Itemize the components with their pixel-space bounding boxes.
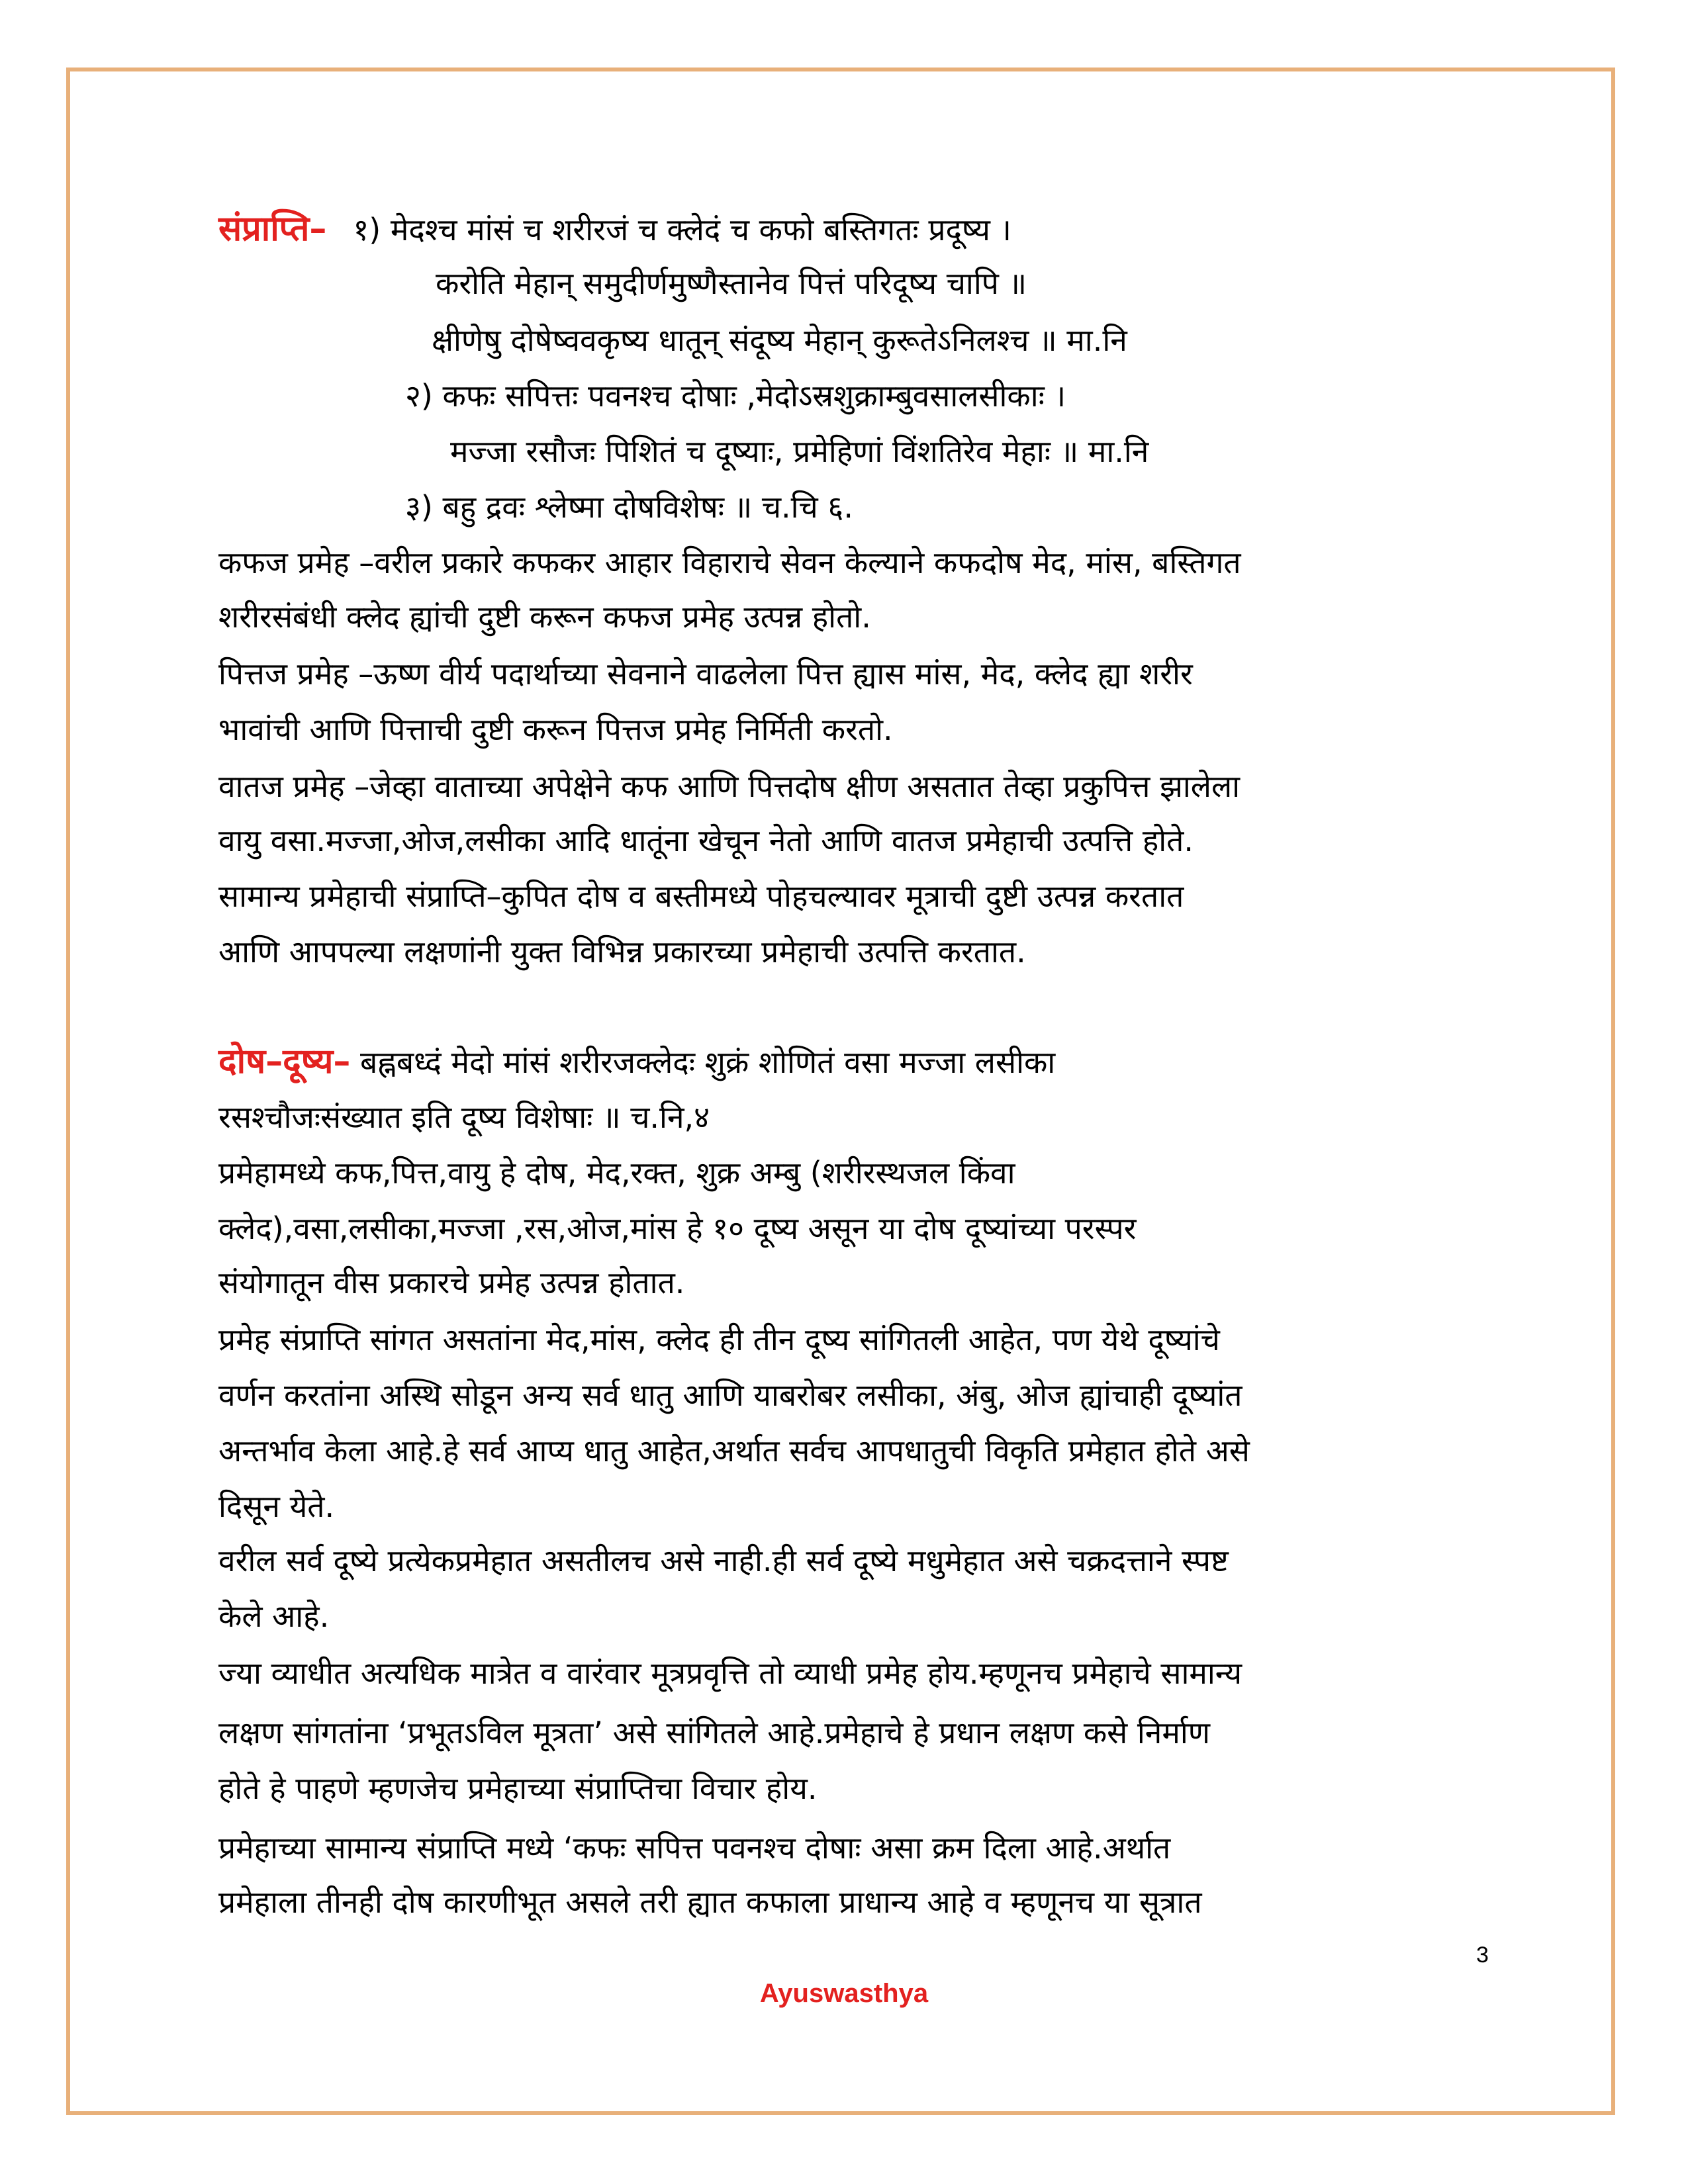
paragraph-line: प्रमेह संप्राप्ति सांगत असतांना मेद,मांस, क्लेद ही तीन दूष्य सांगितली आहेत, पण येथे दूष्यांचे — [218, 1322, 1220, 1357]
section-heading-samprapti: संप्राप्ति– — [218, 209, 327, 249]
section-heading-dosha-dushya: दोष–दूष्य– — [218, 1042, 351, 1081]
paragraph-line: केले आहे. — [218, 1598, 330, 1634]
samprapti-first-line — [218, 209, 1011, 250]
paragraph-line: संयोगातून वीस प्रकारचे प्रमेह उत्पन्न होतात. — [218, 1265, 685, 1300]
paragraph-line: प्रमेहाच्या सामान्य संप्राप्ति मध्ये ‘कफः सपित्त पवनश्च दोषाः असा क्रम दिला आहे.अर्थात — [218, 1830, 1171, 1866]
paragraph-line: रसश्चौजःसंख्यात इति दूष्य विशेषाः ॥ च.नि,४ — [218, 1099, 710, 1135]
paragraph-line: लक्षण सांगतांना ‘प्रभूतऽविल मूत्रता’ असे सांगितले आहे.प्रमेहाचे हे प्रधान लक्षण कसे निर्माण — [218, 1715, 1210, 1751]
paragraph-line: आणि आपपल्या लक्षणांनी युक्त विभिन्न प्रकारच्या प्रमेहाची उत्पत्ति करतात. — [218, 934, 1026, 970]
paragraph-line: दिसून येते. — [218, 1488, 335, 1524]
verse-line: करोति मेहान् समुदीर्णमुष्णैस्तानेव पित्तं परिदूष्य चापि ॥ — [436, 265, 1027, 301]
paragraph-line: भावांची आणि पित्ताची दुष्टी करून पित्तज प्रमेह निर्मिती करतो. — [218, 711, 893, 747]
paragraph-line: सामान्य प्रमेहाची संप्राप्ति–कुपित दोष व बस्तीमध्ये पोहचल्यावर मूत्राची दुष्टी उत्पन्न करतात — [218, 878, 1184, 914]
paragraph-line: अन्तर्भाव केला आहे.हे सर्व आप्य धातु आहेत,अर्थात सर्वच आपधातुची विकृति प्रमेहात होते असे — [218, 1433, 1250, 1469]
paragraph-line: पित्तज प्रमेह –ऊष्ण वीर्य पदार्थाच्या सेवनाने वाढलेला पित्त ह्यास मांस, मेद, क्लेद ह्या शरीर — [218, 656, 1193, 692]
dosha-dushya-first-line — [218, 1042, 1055, 1082]
verse-line: मज्जा रसौजः पिशितं च दूष्याः, प्रमेहिणां विंशतिरेव मेहाः ॥ मा.नि — [450, 433, 1149, 469]
page-number: 3 — [1476, 1942, 1489, 1968]
paragraph-line: बह्नबध्दं मेदो मांसं शरीरजक्लेदः शुक्रं शोणितं वसा मज्जा लसीका — [350, 1044, 1056, 1080]
paragraph-line: वायु वसा.मज्जा,ओज,लसीका आदि धातूंना खेचून नेतो आणि वातज प्रमेहाची उत्पत्ति होते. — [218, 823, 1194, 858]
verse-line: क्षीणेषु दोषेष्ववकृष्य धातून् संदूष्य मेहान् कुरूतेऽनिलश्च ॥ मा.नि — [432, 322, 1127, 358]
paragraph-line: कफज प्रमेह –वरील प्रकारे कफकर आहार विहाराचे सेवन केल्याने कफदोष मेद, मांस, बस्तिगत — [218, 545, 1241, 580]
paragraph-line: क्लेद),वसा,लसीका,मज्जा ,रस,ओज,मांस हे १० दूष्य असून या दोष दूष्यांच्या परस्पर — [218, 1210, 1137, 1246]
paragraph-line: शरीरसंबंधी क्लेद ह्यांची दुष्टी करून कफज प्रमेह उत्पन्न होतो. — [218, 599, 871, 635]
footer-brand: Ayuswasthya — [759, 1979, 929, 2008]
verse-line: २) कफः सपित्तः पवनश्च दोषाः ,मेदोऽस्रशुक्राम्बुवसालसीकाः । — [405, 378, 1066, 414]
paragraph-line: ज्या व्याधीत अत्यधिक मात्रेत व वारंवार मूत्रप्रवृत्ति तो व्याधी प्रमेह होय.म्हणूनच प्रमेहाचे सामान्य — [218, 1655, 1243, 1691]
paragraph-line: वरील सर्व दूष्ये प्रत्येकप्रमेहात असतीलच असे नाही.ही सर्व दूष्ये मधुमेहात असे चक्रदत्ताने स्पष्ट — [218, 1543, 1229, 1578]
paragraph-line: होते हे पाहणे म्हणजेच प्रमेहाच्या संप्राप्तिचा विचार होय. — [218, 1770, 818, 1806]
paragraph-line: वर्णन करतांना अस्थि सोडून अन्य सर्व धातु आणि याबरोबर लसीका, अंबु, ओज ह्यांचाही दूष्यांत — [218, 1377, 1243, 1413]
paragraph-line: प्रमेहाला तीनही दोष कारणीभूत असले तरी ह्यात कफाला प्राधान्य आहे व म्हणूनच या सूत्रात — [218, 1884, 1202, 1920]
paragraph-line: प्रमेहामध्ये कफ,पित्त,वायु हे दोष, मेद,रक्त, शुक्र अम्बु (शरीरस्थजल किंवा — [218, 1155, 1015, 1191]
paragraph-line: वातज प्रमेह –जेव्हा वाताच्या अपेक्षेने कफ आणि पित्तदोष क्षीण असतात तेव्हा प्रकुपित्त झालेला — [218, 768, 1241, 804]
verse-line: ३) बहु द्रवः श्लेष्मा दोषविशेषः ॥ च.चि ६. — [405, 489, 853, 525]
verse-line: १) मेदश्च मांसं च शरीरजं च क्लेदं च कफो बस्तिगतः प्रदूष्य । — [353, 212, 1011, 248]
